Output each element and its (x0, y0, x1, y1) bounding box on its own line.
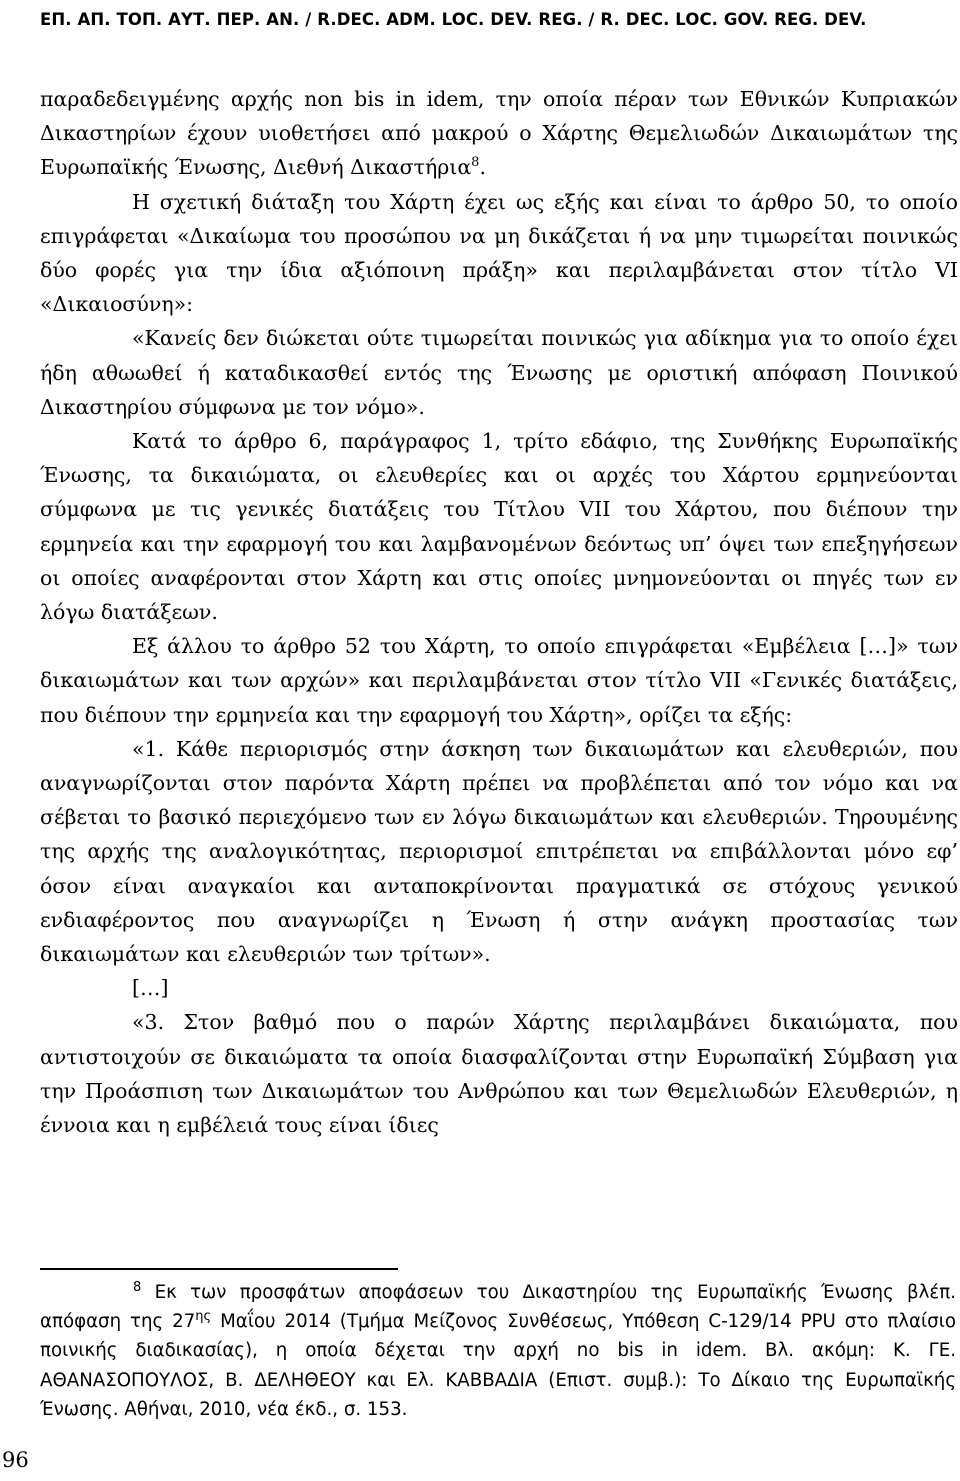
paragraph-4: Εξ άλλου το άρθρο 52 του Χάρτη, το οποίο επιγράφεται «Εμβέλεια […]» των δικαιωμάτων και των αρχών» και περιλαμβάνεται στον τίτλο VII «Γενικές διατάξεις, που διέπουν την ερμηνεία και την εφαρμογή του Χάρτη», ορίζει τα εξής: (40, 634, 958, 727)
footnote-text-1: Εκ των προσφάτων αποφάσεων του Δικαστηρίου της Ευρωπαϊκής Ένωσης βλέπ. απόφαση της 27 (40, 1282, 956, 1333)
footnote (40, 1278, 956, 1424)
footnote-text-2: Μαΐου 2014 (Τμήμα Μείζονος Συνθέσεως, Υπόθεση C-129/14 PPU στο πλαίσιο ποινικής διαδικασίας), η οποία δέχεται την αρχή no bis in idem. Βλ. ακόμη: Κ. ΓΕ. ΑΘΑΝΑΣΟΠΟΥΛΟΣ, Β. ΔΕΛΗΘΕΟΥ και Ελ. ΚΑΒΒΑΔΙΑ (Επιστ. συμβ.): Το Δίκαιο της Ευρωπαϊκής Ένωσης. Αθήναι, 2010, νέα έκδ., σ. 153. (40, 1311, 956, 1420)
quote-article-52-3: «3. Στον βαθμό που ο παρών Χάρτης περιλαμβάνει δικαιώματα, που αντιστοιχούν σε δικαιώματα τα οποία διασφαλίζονται στην Ευρωπαϊκή Σύμβαση για την Προάσπιση των Δικαιωμάτων του Ανθρώπου και των Θεμελιωδών Ελευθεριών, η έννοια και η εμβέλειά τους είναι ίδιες (40, 1010, 958, 1138)
paragraph-2: Η σχετική διάταξη του Χάρτη έχει ως εξής και είναι το άρθρο 50, το οποίο επιγράφεται «Δικαίωμα του προσώπου να μη δικάζεται ή να μην τιμωρείται ποινικώς δύο φορές για την ίδια αξιόποινη πράξη» και περιλαμβάνεται στον τίτλο VI «Δικαιοσύνη»: (40, 189, 958, 317)
footnote-reference[interactable]: 8 (471, 155, 480, 171)
quote-article-52-1: «1. Κάθε περιορισμός στην άσκηση των δικαιωμάτων και ελευθεριών, που αναγνωρίζονται στον παρόντα Χάρτη πρέπει να προβλέπεται από τον νόμο και να σέβεται το βασικό περιεχόμενο των εν λόγω δικαιωμάτων και ελευθεριών. Τηρουμένης της αρχής της αναλογικότητας, περιορισμοί επιτρέπεται να επιβάλλονται μόνο εφ’ όσον είναι αναγκαίοι και ανταποκρίνονται πραγματικά σε στόχους γενικού ενδιαφέροντος που αναγνωρίζει η Ένωση ή στην ανάγκη προστασίας των δικαιωμάτων και ελευθεριών των τρίτων». (40, 736, 958, 967)
footnote-separator (40, 1268, 398, 1270)
running-header: ΕΠ. ΑΠ. ΤΟΠ. ΑΥΤ. ΠΕΡ. ΑΝ. / R.DEC. ADM. LOC. DEV. REG. / R. DEC. LOC. GOV. REG. DEV. (40, 10, 867, 29)
body-text (40, 82, 958, 1142)
paragraph-1-end: . (479, 155, 486, 180)
ellipsis: […] (132, 976, 169, 1001)
footnote-number: 8 (133, 1279, 142, 1295)
paragraph-1-text: παραδεδειγμένης αρχής non bis in idem, την οποία πέραν των Εθνικών Κυπριακών Δικαστηρίων έχουν υιοθετήσει από μακρού ο Χάρτης Θεμελιωδών Δικαιωμάτων της Ευρωπαϊκής Ένωσης, Διεθνή Δικαστήρια (40, 87, 958, 180)
footnote-ordinal-suffix: ης (195, 1309, 212, 1325)
footnote-8 (40, 1278, 956, 1424)
quote-article-50: «Κανείς δεν διώκεται ούτε τιμωρείται ποινικώς για αδίκημα για το οποίο έχει ήδη αθωωθεί ή καταδικασθεί εντός της Ένωσης με οριστική απόφαση Ποινικού Δικαστηρίου σύμφωνα με τον νόμο». (40, 326, 958, 419)
paragraph-1 (40, 82, 958, 185)
paragraph-3: Κατά το άρθρο 6, παράγραφος 1, τρίτο εδάφιο, της Συνθήκης Ευρωπαϊκής Ένωσης, τα δικαιώματα, οι ελευθερίες και οι αρχές του Χάρτου ερμηνεύονται σύμφωνα με τις γενικές διατάξεις του Τίτλου VII του Χάρτου, που διέπουν την ερμηνεία και την εφαρμογή του και λαμβανομένων δεόντως υπ’ όψει των επεξηγήσεων οι οποίες αναφέρονται στον Χάρτη και στις οποίες μνημονεύονται οι πηγές των εν λόγω διατάξεων. (40, 429, 958, 625)
page-number: 96 (2, 1448, 29, 1472)
